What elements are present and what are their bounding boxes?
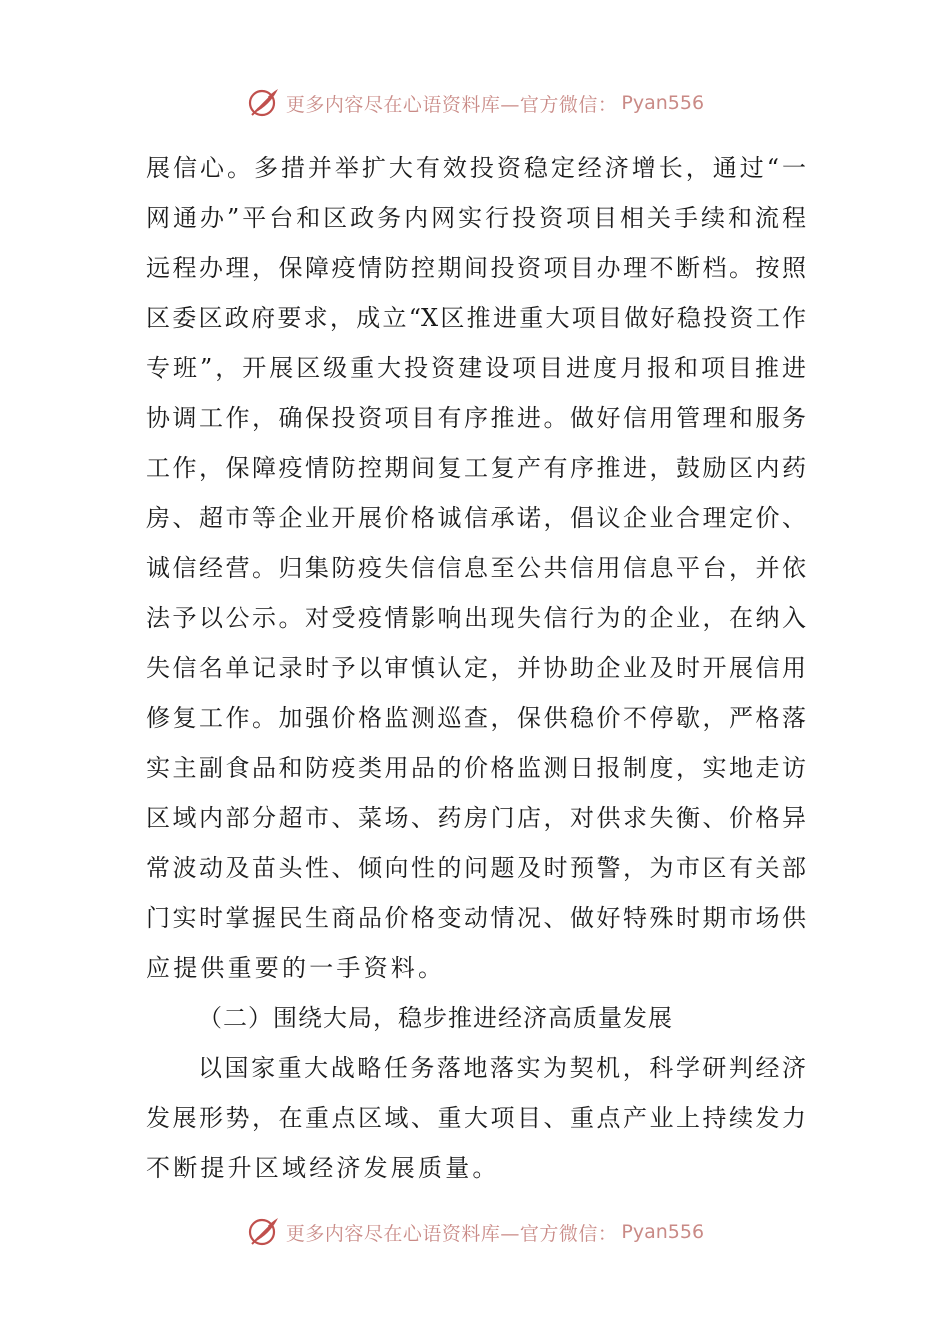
paragraph-line-last: 应提供重要的一手资料。	[146, 954, 446, 982]
watermark-account: Pyan556	[621, 92, 705, 114]
paragraph-line: 专班”，开展区级重大投资建设项目进度月报和项目推进	[146, 354, 806, 382]
paragraph-line: 网通办”平台和区政务内网实行投资项目相关手续和流程	[146, 204, 806, 232]
section-heading: （二）围绕大局，稳步推进经济高质量发展	[198, 1004, 673, 1032]
paragraph-line: 区域内部分超市、菜场、药房门店，对供求失衡、价格异	[146, 804, 806, 832]
watermark-header	[0, 83, 950, 123]
watermark-text: 更多内容尽在心语资料库—官方微信：	[285, 1222, 618, 1245]
paragraph-line: 门实时掌握民生商品价格变动情况、做好特殊时期市场供	[146, 904, 806, 932]
watermark-footer	[0, 1212, 950, 1252]
paragraph-line: 失信名单记录时予以审慎认定，并协助企业及时开展信用	[146, 654, 806, 682]
paragraph-line: 法予以公示。对受疫情影响出现失信行为的企业，在纳入	[146, 604, 806, 632]
paragraph-line-last: 不断提升区域经济发展质量。	[146, 1154, 500, 1182]
watermark-account: Pyan556	[621, 1221, 705, 1243]
paragraph-line: 实主副食品和防疫类用品的价格监测日报制度，实地走访	[146, 754, 806, 782]
watermark-text: 更多内容尽在心语资料库—官方微信：	[285, 93, 618, 116]
feather-pen-logo-icon	[246, 1214, 282, 1250]
paragraph-line: 工作，保障疫情防控期间复工复产有序推进，鼓励区内药	[146, 454, 806, 482]
paragraph-line: 房、超市等企业开展价格诚信承诺，倡议企业合理定价、	[146, 504, 806, 532]
paragraph-line: 展信心。多措并举扩大有效投资稳定经济增长，通过“一	[146, 154, 806, 182]
paragraph-line: 区委区政府要求，成立“X区推进重大项目做好稳投资工作	[146, 304, 806, 332]
paragraph-line: 远程办理，保障疫情防控期间投资项目办理不断档。按照	[146, 254, 806, 282]
paragraph-line: 发展形势，在重点区域、重大项目、重点产业上持续发力	[146, 1104, 806, 1132]
feather-pen-logo-icon	[246, 85, 282, 121]
paragraph-line: 修复工作。加强价格监测巡查，保供稳价不停歇，严格落	[146, 704, 806, 732]
paragraph-line: 诚信经营。归集防疫失信信息至公共信用信息平台，并依	[146, 554, 806, 582]
paragraph-line: 协调工作，确保投资项目有序推进。做好信用管理和服务	[146, 404, 806, 432]
paragraph-line: 以国家重大战略任务落地落实为契机，科学研判经济	[198, 1054, 806, 1082]
document-body	[146, 143, 806, 1193]
paragraph-line: 常波动及苗头性、倾向性的问题及时预警，为市区有关部	[146, 854, 806, 882]
